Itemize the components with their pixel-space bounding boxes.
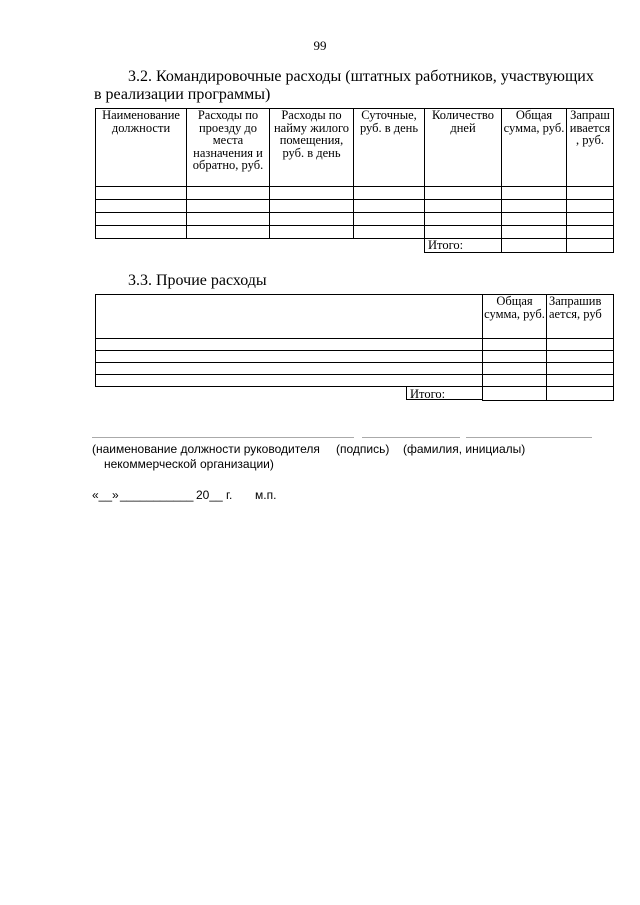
table-row [96,351,614,363]
header-days: Количество дней [425,109,502,187]
page-number: 99 [313,38,327,53]
header-travel-cost: Расходы по проезду до места назначения и обратно, руб. [187,109,270,187]
section-3-3-heading: 3.3. Прочие расходы [128,272,267,289]
other-expenses-table [95,294,614,401]
table-row [96,226,614,239]
header-requested: Запрашив ается, руб [547,295,614,339]
section-3-2-heading-cont: в реализации программы) [94,86,271,103]
table-row [96,339,614,351]
header-lodging-cost: Расходы по найму жилого помещения, руб. в день [270,109,354,187]
total-row [96,239,614,253]
header-position: Наименование должности [96,109,187,187]
signature-label: (подпись) [336,442,390,456]
header-description [96,295,483,339]
name-line [466,437,592,438]
header-per-diem: Суточные, руб. в день [354,109,425,187]
date-year: 20__ г. [196,488,233,502]
travel-expenses-table [95,108,614,253]
total-label: Итого: [406,386,482,400]
table-header-row [96,295,614,339]
date-month: ___________ [120,488,194,502]
total-label: Итого: [425,239,502,253]
table-row [96,363,614,375]
name-label: (фамилия, инициалы) [403,442,526,456]
table-row [96,200,614,213]
header-total-sum: Общая сумма, руб. [502,109,567,187]
stamp-label: м.п. [255,488,277,502]
table-row [96,375,614,387]
header-requested: Запраш ивается , руб. [567,109,614,187]
date-day: «__» [92,488,119,502]
table-row [96,213,614,226]
position-label: (наименование должности руководителя [92,442,320,456]
signature-line [362,437,460,438]
header-total-sum: Общая сумма, руб. [483,295,547,339]
position-label-cont: некоммерческой организации) [104,457,274,471]
table-row [96,187,614,200]
section-3-2-heading: 3.2. Командировочные расходы (штатных работников, участвующих [128,68,594,85]
total-row [96,387,614,401]
table-header-row [96,109,614,187]
position-signature-line [92,437,354,438]
